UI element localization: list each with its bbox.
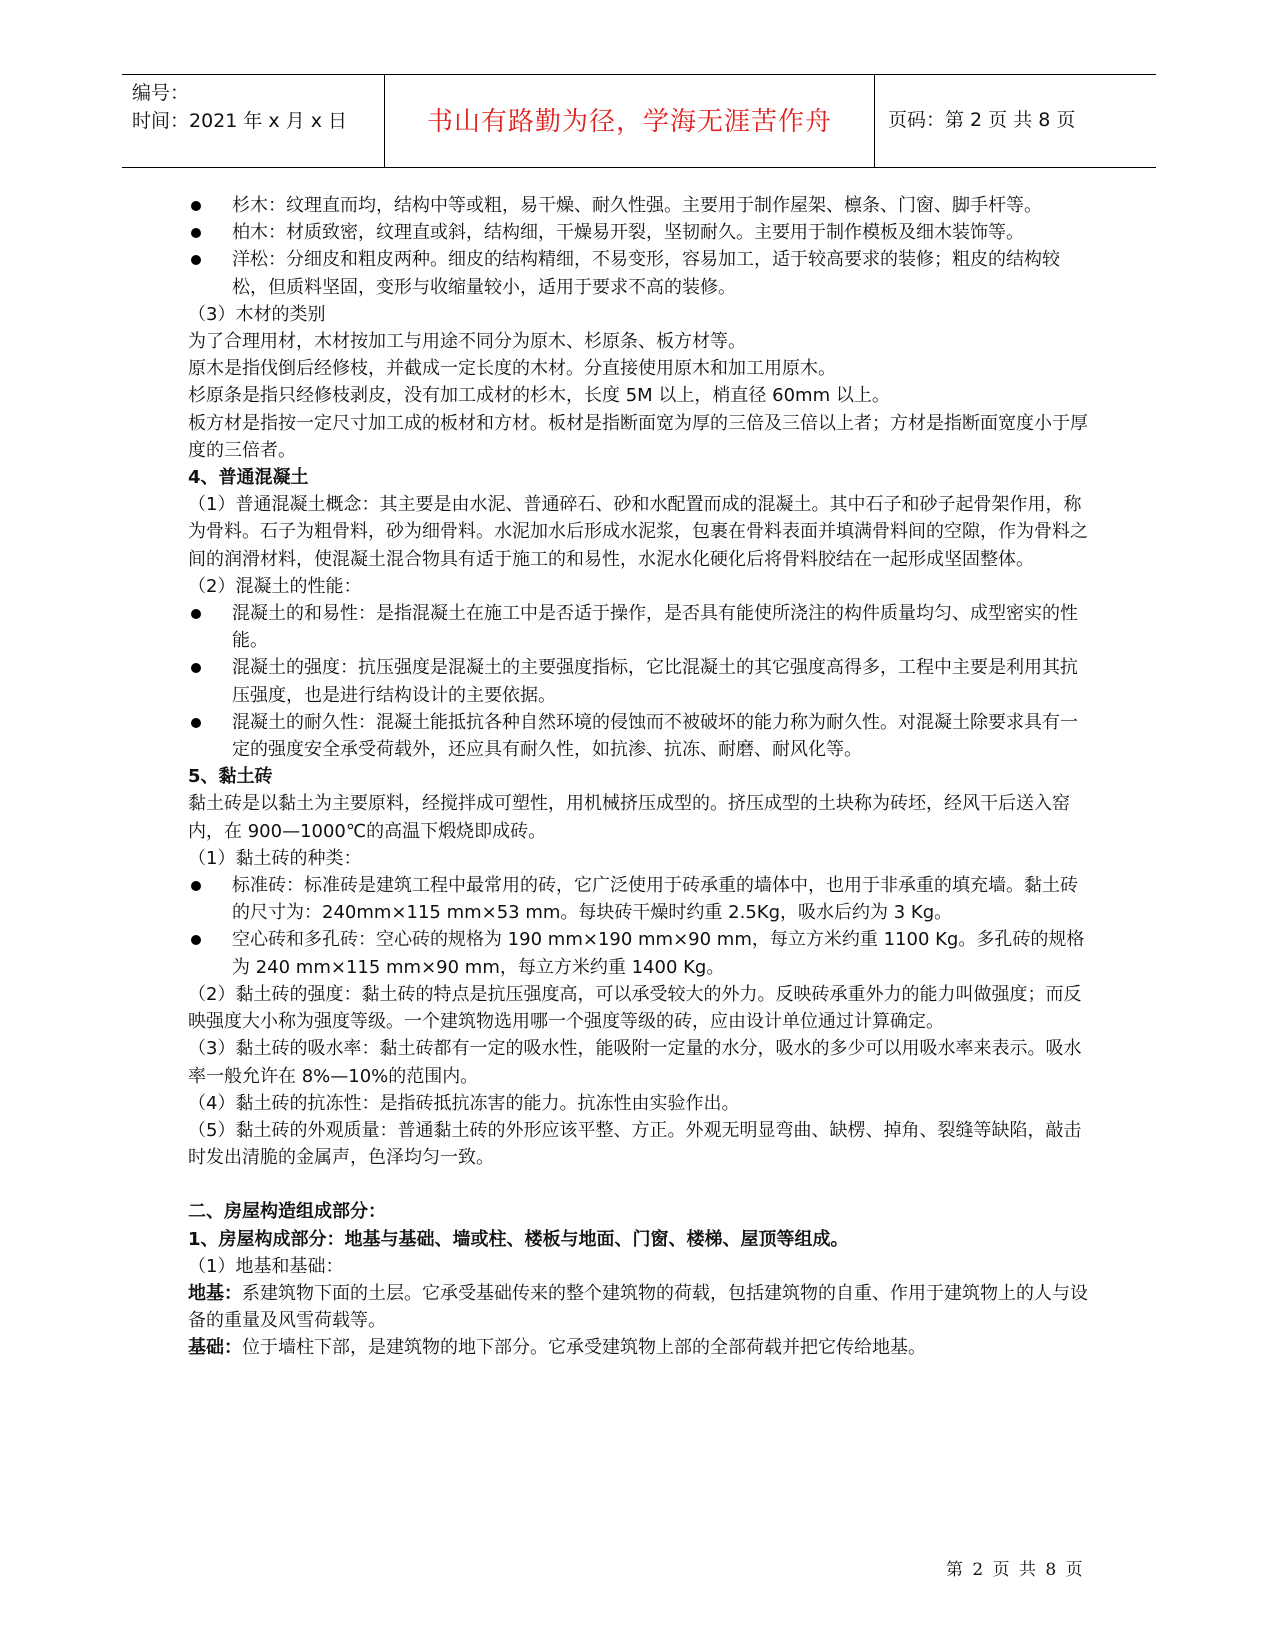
term-label: 基础： [188, 1337, 242, 1359]
bullet-item [188, 219, 1092, 246]
labeled-paragraph [188, 1334, 1092, 1361]
paragraph: （1）地基和基础： [188, 1255, 344, 1277]
header-time-label: 时间：2021 年 x 月 x 日 [132, 110, 348, 132]
bullet-item [188, 926, 1092, 980]
bullet-dot-icon [191, 255, 201, 265]
spacer [188, 1171, 1092, 1198]
bullet-dot-icon [191, 935, 201, 945]
section-heading: 二、房屋构造组成部分： [188, 1201, 386, 1223]
header-left [132, 79, 347, 135]
page-footer: 第 2 页 共 8 页 [946, 1560, 1085, 1580]
bullet-item [188, 872, 1092, 926]
section-heading: 4、普通混凝土 [188, 467, 309, 489]
paragraph: （1）黏土砖的种类： [188, 847, 362, 869]
bullet-text: 空心砖和多孔砖：空心砖的规格为 190 mm×190 mm×90 mm，每立方米约重 1100 Kg。多孔砖的规格为 240 mm×115 mm×90 mm，每立方米约重 1400 Kg。 [232, 929, 1085, 978]
bullet-text: 标准砖：标准砖是建筑工程中最常用的砖，它广泛使用于砖承重的墙体中，也用于非承重的填充墙。黏土砖的尺寸为：240mm×115 mm×53 mm。每块砖干燥时约重 2.5Kg，吸水后约为 3 Kg。 [232, 875, 1078, 924]
header-page-label: 页码：第 2 页 共 8 页 [888, 109, 1076, 131]
paragraph: 黏土砖是以黏土为主要原料，经搅拌成可塑性，用机械挤压成型的。挤压成型的土块称为砖坯，经风干后送入窑内，在 900—1000℃的高温下煅烧即成砖。 [188, 793, 1070, 842]
bullet-item [188, 246, 1092, 300]
term-definition: 系建筑物下面的土层。它承受基础传来的整个建筑物的荷载，包括建筑物的自重、作用于建筑物上的人与设备的重量及风雪荷载等。 [188, 1282, 1088, 1332]
paragraph: （2）混凝土的性能： [188, 575, 362, 597]
bullet-text: 混凝土的和易性：是指混凝土在施工中是否适于操作，是否具有能使所浇注的构件质量均匀、成型密实的性能。 [232, 603, 1078, 652]
header-number-label: 编号： [132, 82, 190, 104]
section-heading: 1、房屋构成部分：地基与基础、墙或柱、楼板与地面、门窗、楼梯、屋顶等组成。 [188, 1228, 849, 1250]
paragraph: 为了合理用材，木材按加工与用途不同分为原木、杉原条、板方材等。 [188, 331, 746, 353]
bullet-item [188, 654, 1092, 708]
bullet-text: 混凝土的耐久性：混凝土能抵抗各种自然环境的侵蚀而不被破坏的能力称为耐久性。对混凝土除要求具有一定的强度安全承受荷载外，还应具有耐久性，如抗渗、抗冻、耐磨、耐风化等。 [232, 711, 1078, 761]
paragraph: （5）黏土砖的外观质量：普通黏土砖的外形应该平整、方正。外观无明显弯曲、缺楞、掉角、裂缝等缺陷，敲击时发出清脆的金属声，色泽均匀一致。 [188, 1119, 1082, 1169]
paragraph: （1）普通混凝土概念：其主要是由水泥、普通碎石、砂和水配置而成的混凝土。其中石子和砂子起骨架作用，称为骨料。石子为粗骨料，砂为细骨料。水泥加水后形成水泥浆，包裹在骨料表面并填满骨料间的空隙，作为骨料之间的润滑材料，使混凝土混合物具有适于施工的和易性，水泥水化硬化后将骨料胶结在一起形成坚固整体。 [188, 494, 1088, 570]
bullet-dot-icon [191, 201, 201, 211]
paragraph: 原木是指伐倒后经修枝，并截成一定长度的木材。分直接使用原木和加工用原木。 [188, 358, 836, 380]
document-body [188, 192, 1092, 1362]
bullet-text: 杉木：纹理直而均，结构中等或粗，易干燥、耐久性强。主要用于制作屋架、檩条、门窗、脚手杆等。 [232, 195, 1042, 216]
bullet-dot-icon [191, 881, 201, 891]
term-definition: 位于墙柱下部，是建筑物的地下部分。它承受建筑物上部的全部荷载并把它传给地基。 [242, 1337, 926, 1359]
bullet-text: 柏木：材质致密，纹理直或斜，结构细，干燥易开裂，坚韧耐久。主要用于制作模板及细木装饰等。 [232, 222, 1024, 244]
bullet-dot-icon [191, 228, 201, 238]
bullet-dot-icon [191, 609, 201, 619]
bullet-text: 混凝土的强度：抗压强度是混凝土的主要强度指标，它比混凝土的其它强度高得多，工程中主要是利用其抗压强度，也是进行结构设计的主要依据。 [232, 657, 1078, 706]
header-motto: 书山有路勤为径，学海无涯苦作舟 [426, 107, 832, 137]
paragraph: 板方材是指按一定尺寸加工成的板材和方材。板材是指断面宽为厚的三倍及三倍以上者；方材是指断面宽度小于厚度的三倍者。 [188, 412, 1088, 461]
paragraph: 杉原条是指只经修枝剥皮，没有加工成材的杉木，长度 5M 以上，梢直径 60mm 以上。 [188, 385, 890, 407]
paragraph: （3）黏土砖的吸水率：黏土砖都有一定的吸水性，能吸附一定量的水分，吸水的多少可以用吸水率来表示。吸水率一般允许在 8%—10%的范围内。 [188, 1038, 1082, 1087]
bullet-dot-icon [191, 718, 201, 728]
header-divider [874, 75, 875, 167]
bullet-dot-icon [191, 663, 201, 673]
paragraph: （2）黏土砖的强度：黏土砖的特点是抗压强度高，可以承受较大的外力。反映砖承重外力的能力叫做强度；而反映强度大小称为强度等级。一个建筑物选用哪一个强度等级的砖，应由设计单位通过计算确定。 [188, 983, 1082, 1033]
section-heading: 5、黏土砖 [188, 766, 273, 788]
term-label: 地基： [188, 1282, 242, 1304]
paragraph: （3）木材的类别 [188, 303, 326, 325]
bullet-item [188, 192, 1092, 219]
paragraph: （4）黏土砖的抗冻性：是指砖抵抗冻害的能力。抗冻性由实验作出。 [188, 1092, 740, 1114]
bullet-text: 洋松：分细皮和粗皮两种。细皮的结构精细，不易变形，容易加工，适于较高要求的装修；粗皮的结构较松，但质料坚固，变形与收缩量较小，适用于要求不高的装修。 [232, 249, 1060, 298]
labeled-paragraph [188, 1280, 1092, 1334]
bullet-item [188, 600, 1092, 654]
page-header [122, 74, 1156, 168]
bullet-item [188, 709, 1092, 763]
